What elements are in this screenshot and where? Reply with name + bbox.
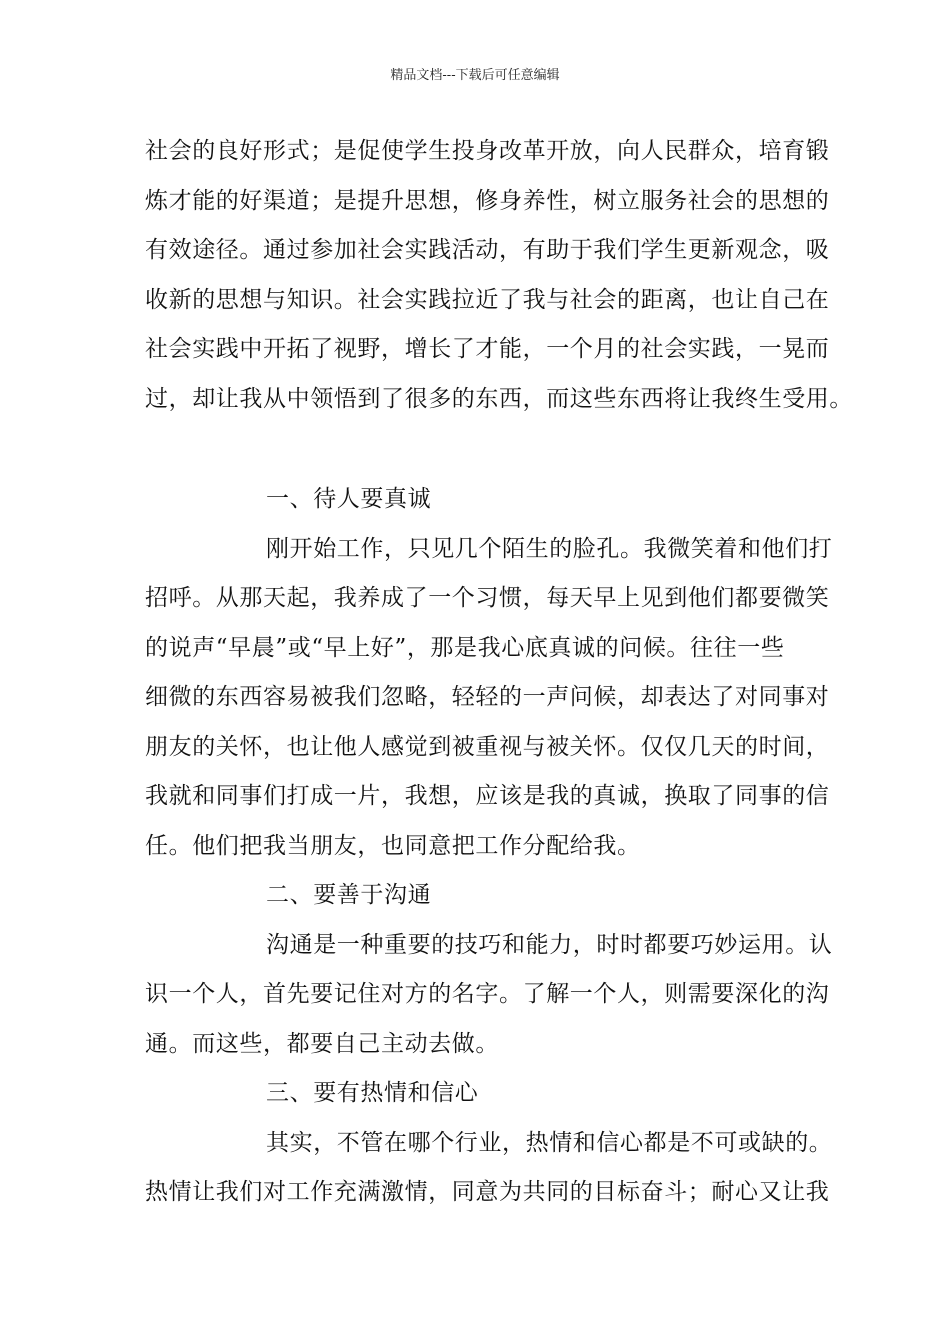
intro-paragraph <box>145 127 853 424</box>
section-heading: 一、待人要真诚 <box>266 486 432 512</box>
text-line: 刚开始工作，只见几个陌生的脸孔。我微笑着和他们打 <box>266 535 833 562</box>
text-line: 社会实践中开拓了视野，增长了才能，一个月的社会实践，一晃而 <box>145 336 830 362</box>
text-line: 任。他们把我当朋友，也同意把工作分配给我。 <box>145 832 641 859</box>
section-paragraph <box>145 525 833 872</box>
text-line: 朋友的关怀，也让他人感觉到被重视与被关怀。仅仅几天的时间， <box>145 733 830 760</box>
text-line: 社会的良好形式；是促使学生投身改革开放，向人民群众，培育锻 <box>145 138 830 164</box>
text-line: 通。而这些，都要自己主动去做。 <box>145 1030 499 1057</box>
text-line: 其实，不管在哪个行业，热情和信心都是不可或缺的。 <box>266 1129 833 1156</box>
text-line: 收新的思想与知识。社会实践拉近了我与社会的距离，也让自己在 <box>145 286 830 313</box>
section-heading: 三、要有热情和信心 <box>266 1080 479 1106</box>
section-paragraph <box>145 921 833 1070</box>
text-line: 的说声“早晨”或“早上好”，那是我心底真诚的问候。往往一些 <box>145 634 785 661</box>
text-line: 有效途径。通过参加社会实践活动，有助于我们学生更新观念，吸 <box>145 237 830 263</box>
text-line: 过，却让我从中领悟到了很多的东西，而这些东西将让我终生受用。 <box>145 385 853 412</box>
document-body <box>145 127 853 1218</box>
page-header: 精品文档---下载后可任意编辑 <box>390 68 560 83</box>
text-line: 识一个人，首先要记住对方的名字。了解一个人，则需要深化的沟 <box>145 981 830 1007</box>
section-paragraph <box>145 1119 833 1218</box>
text-line: 炼才能的好渠道；是提升思想，修身养性，树立服务社会的思想的 <box>145 187 830 214</box>
text-line: 沟通是一种重要的技巧和能力，时时都要巧妙运用。认 <box>266 931 833 958</box>
text-line: 我就和同事们打成一片，我想，应该是我的真诚，换取了同事的信 <box>145 783 830 809</box>
text-line: 细微的东西容易被我们忽略，轻轻的一声问候，却表达了对同事对 <box>145 684 830 710</box>
paragraph-gap <box>145 424 815 475</box>
section-heading: 二、要善于沟通 <box>266 882 432 908</box>
text-line: 招呼。从那天起，我养成了一个习惯，每天早上见到他们都要微笑 <box>145 585 830 611</box>
text-line: 热情让我们对工作充满激情，同意为共同的目标奋斗；耐心又让我 <box>145 1179 830 1205</box>
